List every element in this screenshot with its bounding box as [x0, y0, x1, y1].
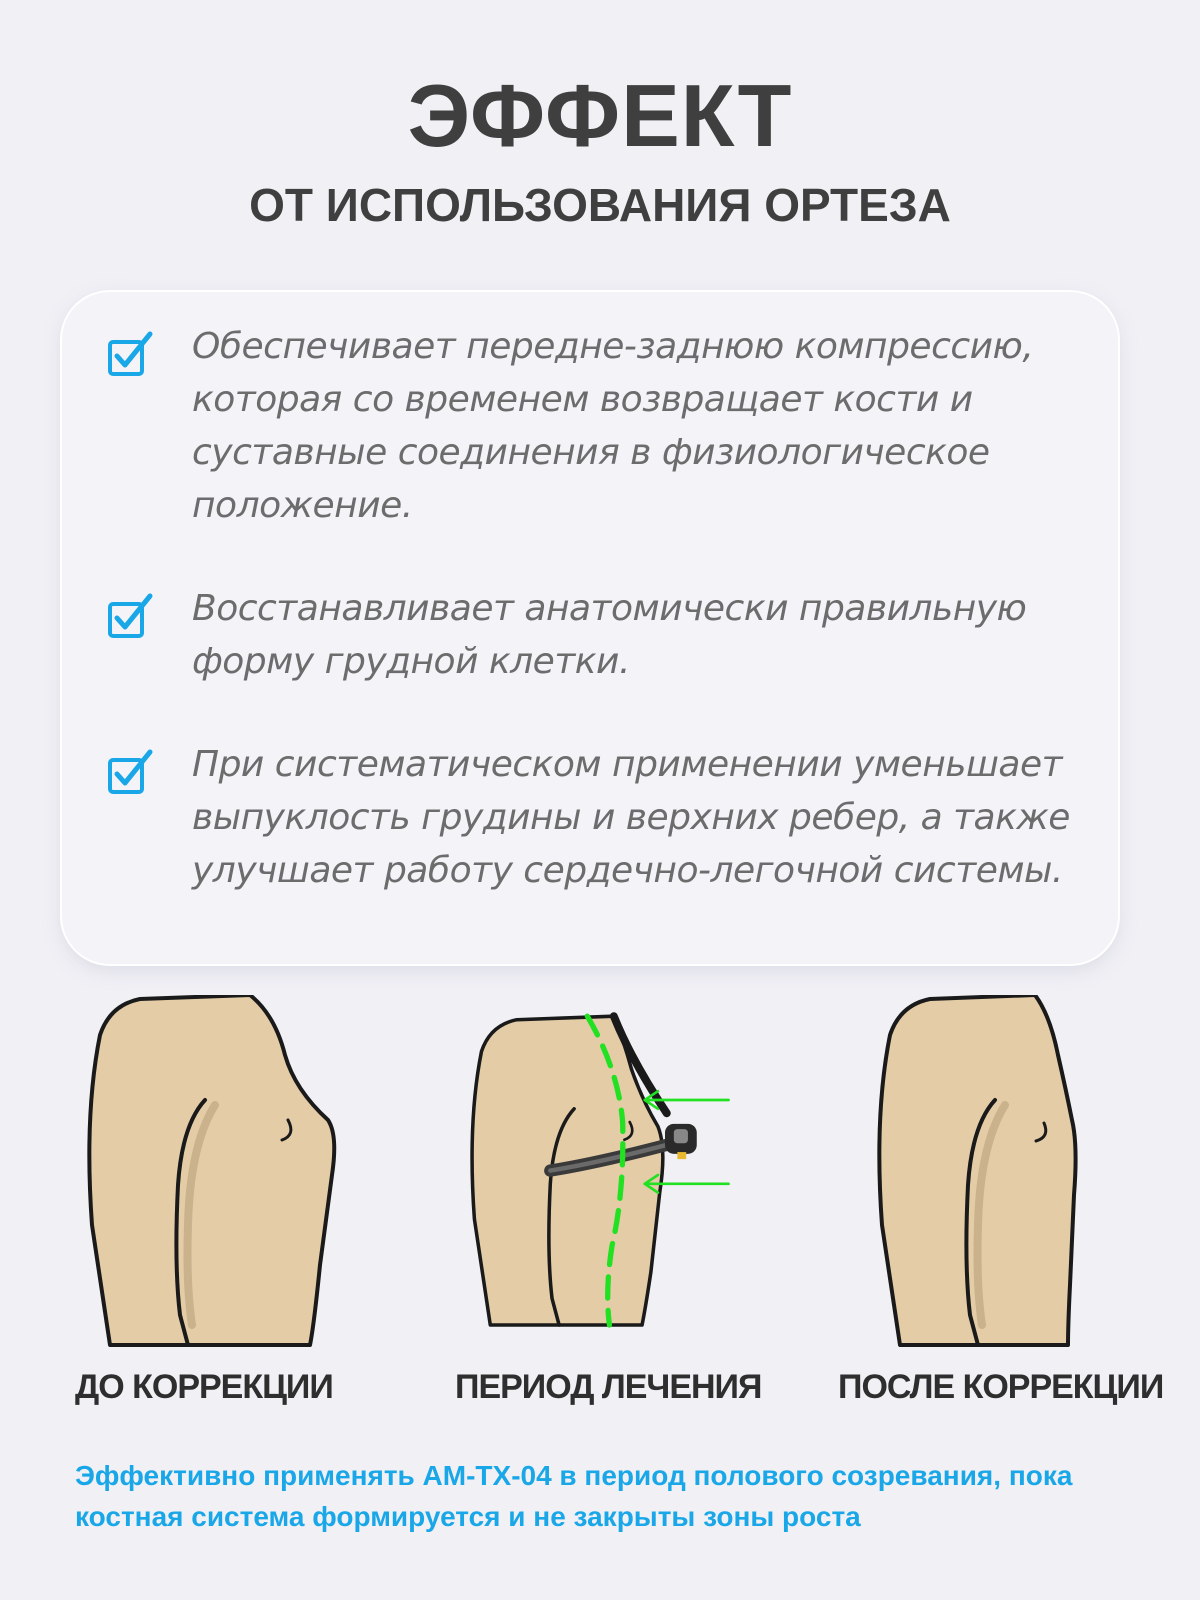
chest-profile-treatment-icon [455, 995, 755, 1355]
page-title: ЭФФЕКТ [407, 66, 793, 165]
caption-after: ПОСЛЕ КОРРЕКЦИИ [838, 1368, 1164, 1406]
page-subtitle: ОТ ИСПОЛЬЗОВАНИЯ ОРТЕЗА [249, 179, 951, 231]
caption-before: ДО КОРРЕКЦИИ [75, 1368, 333, 1406]
footer-note: Эффективно применять AM-TX-04 в период полового созревания, пока костная система формируется и не закрыты зоны роста [75, 1460, 1073, 1532]
chest-profile-before-icon [70, 995, 370, 1355]
checkbox-checked-icon [106, 748, 154, 796]
chest-profile-after-icon [860, 995, 1160, 1355]
benefit-text: Восстанавливает анатомически правильную форму грудной клетки. [192, 588, 1027, 682]
checkbox-checked-icon [106, 592, 154, 640]
benefit-text: Обеспечивает передне-заднюю компрессию, которая со временем возвращает кости и суставные соединения в физиологическое положение. [192, 326, 1034, 526]
caption-treatment: ПЕРИОД ЛЕЧЕНИЯ [455, 1368, 762, 1406]
checkbox-checked-icon [106, 330, 154, 378]
benefit-text: При систематическом применении уменьшает выпуклость грудины и верхних ребер, а также улучшает работу сердечно-легочной системы. [192, 744, 1070, 891]
benefits-card [62, 292, 1118, 964]
